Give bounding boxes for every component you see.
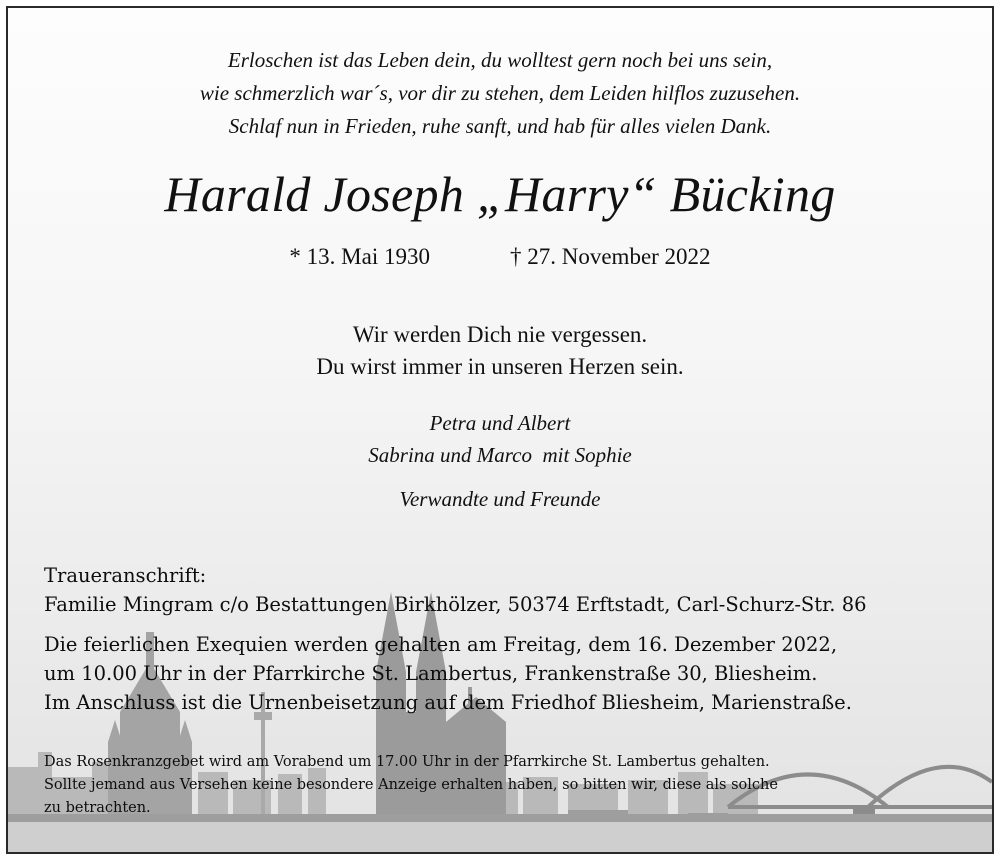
service-line: Im Anschluss ist die Urnenbeisetzung auf dem Friedhof Bliesheim, Marienstraße.: [44, 691, 852, 714]
service-line: Die feierlichen Exequien werden gehalten am Freitag, dem 16. Dezember 2022,: [44, 633, 838, 656]
deceased-name: Harald Joseph „Harry“ Bücking: [164, 166, 836, 222]
poem-line: wie schmerzlich war´s, vor dir zu stehen, dem Leiden hilflos zuzusehen.: [199, 81, 801, 105]
remembrance-line: Du wirst immer in unseren Herzen sein.: [316, 354, 684, 379]
mourner-entry: Sabrina und Marco mit Sophie: [368, 443, 632, 467]
poem-verse: [8, 44, 992, 143]
remembrance-line: Wir werden Dich nie vergessen.: [352, 322, 648, 347]
funeral-details: [44, 561, 974, 717]
life-dates: [8, 244, 992, 270]
poem-line: Erloschen ist das Leben dein, du wolltest gern noch bei uns sein,: [227, 48, 773, 72]
mourning-address: Familie Mingram c/o Bestattungen Birkhölzer, 50374 Erftstadt, Carl-Schurz-Str. 86: [44, 593, 867, 616]
footnote-line: Sollte jemand aus Versehen keine besondere Anzeige erhalten haben, so bitten wir, diese als solche: [44, 777, 778, 793]
footnote-line: zu betrachten.: [44, 800, 151, 816]
birth-date: * 13. Mai 1930: [289, 244, 430, 269]
mourners-list: [8, 407, 992, 515]
relatives-entry: Verwandte und Freunde: [399, 487, 601, 511]
remembrance-text: [8, 319, 992, 383]
death-date: † 27. November 2022: [509, 244, 711, 269]
mourner-entry: Petra und Albert: [429, 411, 571, 435]
service-line: um 10.00 Uhr in der Pfarrkirche St. Lambertus, Frankenstraße 30, Bliesheim.: [44, 662, 818, 685]
footnote-line: Das Rosenkranzgebet wird am Vorabend um 17.00 Uhr in der Pfarrkirche St. Lambertus gehalten.: [44, 754, 770, 770]
poem-line: Schlaf nun in Frieden, ruhe sanft, und hab für alles vielen Dank.: [228, 114, 772, 138]
obituary-frame: [6, 6, 994, 854]
address-label: Traueranschrift:: [44, 564, 207, 587]
footnote-text: [44, 751, 974, 820]
